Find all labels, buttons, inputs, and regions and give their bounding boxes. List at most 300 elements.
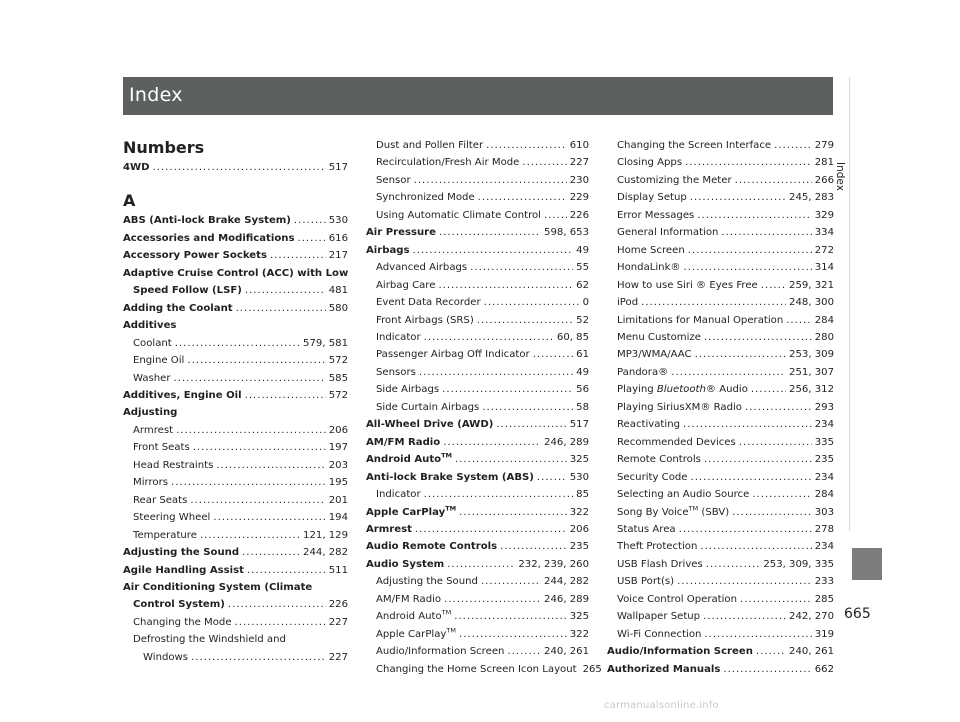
page-reference[interactable]: 572 [328,389,348,401]
index-entry-term [617,224,718,241]
index-entry-term-text: Front Airbags (SRS) [376,314,474,326]
page-reference[interactable]: 579, 581 [303,337,348,349]
index-entry[interactable] [607,556,834,573]
index-entry[interactable] [123,247,348,264]
index-entry[interactable] [607,294,834,311]
index-entry[interactable] [366,469,589,486]
index-entry[interactable] [123,317,348,334]
dot-leader [245,387,326,404]
index-entry-term [123,387,242,404]
trademark-superscript: TM [441,608,452,617]
page-reference[interactable]: 281 [814,157,834,169]
page-reference[interactable]: 229 [569,192,589,204]
index-entry[interactable] [123,579,348,596]
index-entry-term-text: Temperature [133,529,197,541]
index-entry[interactable] [366,329,589,346]
index-entry-term-text: Mirrors [133,477,168,489]
index-entry-term [376,277,435,294]
dot-leader [200,527,300,544]
dot-leader [732,504,812,521]
index-header-bar [123,77,833,115]
index-entry[interactable] [123,509,348,526]
index-entry[interactable] [366,346,589,363]
page-reference[interactable]: 585 [328,372,348,384]
index-entry-term-text: Washer [133,372,171,384]
page-reference[interactable]: 272 [814,244,834,256]
page-reference[interactable]: 517 [569,419,589,431]
page-reference[interactable]: 226 [569,209,589,221]
page-reference[interactable]: 227 [328,651,348,663]
index-entry-term-text: AM/FM Radio [366,436,441,448]
page-reference[interactable]: 334 [814,227,834,239]
index-entry[interactable] [607,312,834,329]
page-reference[interactable]: 662 [814,663,834,675]
index-entry[interactable] [607,137,834,154]
index-entry[interactable] [123,474,348,491]
index-entry[interactable] [607,277,834,294]
dot-leader [193,439,326,456]
dot-leader [683,416,812,433]
index-entry-term-text: Playing SiriusXM® Radio [617,401,742,413]
index-entry-term-text: Apple CarPlay [366,506,446,518]
index-entry[interactable] [607,399,834,416]
page-reference[interactable]: 280 [814,331,834,343]
index-entry-term [376,329,421,346]
index-entry-term [617,469,688,486]
index-entry-term [376,381,439,398]
page-reference[interactable]: 195 [328,477,348,489]
page-reference[interactable]: 217 [328,250,348,262]
index-entry-term [376,172,411,189]
dot-leader [442,381,573,398]
index-entry-term [376,364,416,381]
index-entry-term [617,329,701,346]
index-entry-term-text: USB Port(s) [617,576,675,588]
index-entry[interactable] [366,608,589,625]
index-entry-term [617,294,638,311]
index-entry[interactable] [123,404,348,421]
page-reference[interactable]: 230 [569,174,589,186]
index-entry-term [123,247,267,264]
page-reference[interactable]: 265 [582,663,602,675]
index-entry[interactable] [607,626,834,643]
index-entry[interactable] [366,486,589,503]
page-reference[interactable]: 244, 282 [544,576,589,588]
index-entry-term-text: Anti-lock Brake System (ABS) [366,471,534,483]
index-entry[interactable] [607,538,834,555]
page-reference[interactable]: 248, 300 [789,297,834,309]
page-reference[interactable]: 226 [328,599,348,611]
index-entry[interactable] [607,521,834,538]
index-entry[interactable] [607,573,834,590]
page-reference[interactable]: 293 [814,401,834,413]
index-entry-term [366,416,493,433]
index-entry[interactable] [123,230,348,247]
index-entry[interactable] [607,381,834,398]
trademark-superscript: TM [446,626,456,635]
index-entry-term [366,521,412,538]
page-reference[interactable]: 285 [814,593,834,605]
page-reference[interactable]: 227 [569,157,589,169]
page-reference[interactable]: 610 [569,140,589,151]
page-reference[interactable]: 511 [328,564,348,576]
index-entry[interactable] [366,556,589,573]
index-entry-term-text: Side Curtain Airbags [376,401,480,413]
index-entry[interactable] [607,643,834,660]
index-entry-term [366,538,497,555]
index-entry-term-text: Engine Oil [133,355,185,367]
page-reference[interactable]: 206 [328,424,348,436]
index-entry-term-text: Error Messages [617,209,695,221]
index-entry-term [617,434,736,451]
index-entry-term-text: Pandora® [617,366,669,378]
index-entry[interactable] [607,259,834,276]
index-entry-term-text: Side Airbags [376,384,440,396]
index-entry[interactable] [366,259,589,276]
index-entry-term [123,579,312,596]
index-entry[interactable] [607,224,834,241]
page-reference[interactable]: 227 [328,616,348,628]
index-entry[interactable] [366,591,589,608]
index-entry[interactable] [607,154,834,171]
index-entry[interactable] [366,521,589,538]
index-entry[interactable] [366,538,589,555]
index-entry[interactable] [366,451,589,468]
index-entry[interactable] [607,486,834,503]
index-entry[interactable] [123,159,348,176]
index-entry-term-text: USB Flash Drives [617,558,703,570]
page-reference[interactable]: 55 [576,262,589,274]
dot-leader [171,474,326,491]
index-entry[interactable] [366,207,589,224]
index-entry[interactable] [123,649,348,666]
page-reference[interactable]: 203 [328,459,348,471]
page-reference[interactable]: 530 [569,471,589,483]
index-entry-term [133,492,187,509]
page-reference[interactable]: 598, 653 [544,227,589,239]
index-entry-term [617,626,701,643]
page-reference[interactable]: 235 [814,454,834,466]
page-reference[interactable]: 244, 282 [303,547,348,559]
index-entry[interactable] [366,643,589,660]
index-entry-term [376,137,483,154]
index-entry-term-text: Additives [123,320,177,332]
index-entry[interactable] [607,207,834,224]
page-reference[interactable]: 197 [328,442,348,454]
page-reference[interactable]: 279 [814,140,834,151]
page-reference[interactable]: 49 [576,366,589,378]
dot-leader [190,492,325,509]
index-entry-term-text: Steering Wheel [133,512,211,524]
index-entry-term [617,364,668,381]
index-column-2 [366,137,602,678]
index-entry[interactable] [123,300,348,317]
index-entry[interactable] [123,596,348,613]
index-entry[interactable] [607,434,834,451]
index-entry-term-text: Adjusting the Sound [123,547,240,559]
dot-leader [187,352,325,369]
index-entry-term [617,207,694,224]
index-entry-term [376,189,475,206]
index-entry[interactable] [366,172,589,189]
page-reference[interactable]: 56 [576,384,589,396]
page-reference[interactable]: 246, 289 [544,436,589,448]
dot-leader [439,224,541,241]
page-reference[interactable]: 85 [576,489,589,501]
index-entry[interactable] [366,312,589,329]
dot-leader [216,457,325,474]
index-entry[interactable] [366,399,589,416]
index-entry-term [143,649,188,666]
index-entry[interactable] [607,451,834,468]
index-entry-term-text: Status Area [617,523,676,535]
page-reference[interactable]: 325 [569,454,589,466]
index-entry-term [617,416,680,433]
index-entry[interactable] [123,212,348,229]
index-entry[interactable] [123,422,348,439]
dot-leader [500,538,567,555]
index-entry-term [123,544,239,561]
index-entry[interactable] [366,364,589,381]
page-reference[interactable]: 121, 129 [303,529,348,541]
index-entry-term [376,154,519,171]
index-entry-term-text: All-Wheel Drive (AWD) [366,419,494,431]
page-reference[interactable]: 481 [328,285,348,297]
index-entry[interactable] [123,492,348,509]
index-entry[interactable] [123,370,348,387]
index-entry-term [123,265,348,282]
index-entry-term [133,596,225,613]
page-reference[interactable]: 194 [328,512,348,524]
page-reference[interactable]: 58 [576,401,589,413]
dot-leader [723,661,811,678]
page-reference[interactable]: 259, 321 [789,279,834,291]
index-entry[interactable] [607,189,834,206]
page-reference[interactable]: 284 [814,314,834,326]
dot-leader [482,399,573,416]
page-reference[interactable]: 325 [569,611,589,623]
index-entry[interactable] [366,626,589,643]
page-reference[interactable]: 206 [569,523,589,535]
index-entry-term [376,661,577,678]
index-entry-term-text: Menu Customize [617,331,701,343]
index-entry-term-text: Accessory Power Sockets [123,250,267,262]
index-entry[interactable] [607,346,834,363]
dot-leader [700,538,811,555]
index-entry-term [133,631,286,648]
page-reference[interactable]: 60, 85 [556,331,589,343]
page-reference[interactable]: 240, 261 [544,646,589,658]
index-entry[interactable] [366,434,589,451]
page-reference[interactable]: 314 [814,262,834,274]
index-entry-term [607,661,720,678]
index-entry-term-text: HondaLink® [617,262,681,274]
dot-leader [544,207,567,224]
page-reference[interactable]: 251, 307 [789,366,834,378]
page-reference[interactable]: 278 [814,523,834,535]
index-entry-term [123,317,176,334]
index-entry-term [617,259,681,276]
index-entry[interactable] [366,154,589,171]
index-entry-term [133,370,171,387]
index-entry-term-text: MP3/WMA/AAC [617,349,692,361]
page-reference[interactable]: 52 [576,314,589,326]
page-reference[interactable]: 240, 261 [789,646,834,658]
index-entry-term-text: Head Restraints [133,459,214,471]
page-reference[interactable]: 517 [328,162,348,173]
page-reference[interactable]: 322 [569,628,589,640]
index-entry[interactable] [366,504,589,521]
index-entry-term [617,172,732,189]
index-entry[interactable] [123,352,348,369]
index-entry[interactable] [366,277,589,294]
index-entry[interactable] [366,294,589,311]
index-entry-term [366,224,436,241]
page-reference[interactable]: 235 [569,541,589,553]
page-reference[interactable]: 572 [328,355,348,367]
index-entry[interactable] [607,242,834,259]
page-reference[interactable]: 232, 239, 260 [518,558,589,570]
index-entry-term [376,643,504,660]
dot-leader [533,346,573,363]
page-reference[interactable]: 0 [582,297,589,309]
index-entry-term-text: Adjusting the Sound [376,576,478,588]
index-entry[interactable] [607,364,834,381]
index-entry[interactable] [366,573,589,590]
index-entry-term [617,277,758,294]
index-entry[interactable] [123,335,348,352]
index-entry-term [123,300,233,317]
page-reference[interactable]: 233 [814,576,834,588]
page-reference[interactable]: 616 [328,232,348,244]
index-entry-term-text: Theft Protection [617,541,698,553]
page-reference[interactable]: 335 [814,436,834,448]
index-entry[interactable] [123,562,348,579]
index-entry[interactable] [123,282,348,299]
index-entry-term [617,312,783,329]
index-entry[interactable] [123,631,348,648]
index-entry[interactable] [366,137,589,154]
index-entry[interactable] [366,661,602,678]
index-entry[interactable] [123,387,348,404]
page-reference[interactable]: 246, 289 [544,593,589,605]
page-reference[interactable]: 253, 309 [789,349,834,361]
index-entry-term-text: Coolant [133,337,172,349]
page-reference[interactable]: 530 [328,215,348,227]
page-reference[interactable]: 266 [814,174,834,186]
index-entry-term-text: Audio System [366,558,445,570]
index-entry-term-text: Adjusting [123,407,178,419]
index-entry-term [617,399,742,416]
dot-leader [270,247,326,264]
index-entry-term-text: Using Automatic Climate Control [376,209,541,221]
index-entry[interactable] [607,469,834,486]
index-entry-term-text: Armrest [366,523,412,535]
dot-leader [153,159,326,176]
page-reference[interactable]: 234 [814,471,834,483]
page-reference[interactable]: 234 [814,541,834,553]
page-reference[interactable]: 303 [814,506,834,518]
page-reference[interactable]: 49 [576,244,589,256]
index-column-3 [607,137,834,678]
index-entry-term-text: Recirculation/Fresh Air Mode [376,157,520,169]
dot-leader [684,259,812,276]
dot-leader [691,469,812,486]
index-entry-term-text: Dust and Pollen Filter [376,140,484,151]
page-reference[interactable]: 242, 270 [789,611,834,623]
index-entry[interactable] [607,591,834,608]
dot-leader [294,212,326,229]
index-entry-term [376,207,541,224]
index-entry[interactable] [123,614,348,631]
index-entry-term-text: Passenger Airbag Off Indicator [376,349,530,361]
page-reference[interactable]: 61 [576,349,589,361]
page-reference[interactable]: 256, 312 [789,384,834,396]
index-entry[interactable] [607,416,834,433]
index-entry-term [617,189,687,206]
page-reference[interactable]: 319 [814,628,834,640]
dot-leader [470,259,573,276]
dot-leader [297,230,325,247]
page-reference[interactable]: 234 [814,419,834,431]
index-entry[interactable] [366,189,589,206]
dot-leader [697,207,811,224]
dot-leader [745,399,812,416]
index-entry[interactable] [607,608,834,625]
page-reference[interactable]: 201 [328,494,348,506]
page-reference[interactable]: 322 [569,506,589,518]
index-entry-term-text: AM/FM Radio [376,593,442,605]
index-entry[interactable] [607,661,834,678]
trademark-superscript: TM [441,451,452,460]
index-entry[interactable] [607,504,834,521]
index-entry[interactable] [123,439,348,456]
index-entry[interactable] [123,544,348,561]
index-entry-term [617,538,697,555]
index-entry-term-text: Defrosting the Windshield and [133,634,286,646]
index-entry[interactable] [123,457,348,474]
index-entry-term-text: General Information [617,227,719,239]
index-entry[interactable] [366,242,589,259]
index-entry[interactable] [366,381,589,398]
index-entry[interactable] [366,416,589,433]
page-reference[interactable]: 284 [814,489,834,501]
page-reference[interactable]: 329 [814,209,834,221]
dot-leader [690,189,786,206]
index-entry-term-text: 4WD [123,162,150,173]
index-entry-term [376,626,456,643]
index-entry-term-text: Adaptive Cruise Control (ACC) with Low [123,267,349,279]
index-entry-term-text: Song By Voice [617,506,689,518]
index-entry[interactable] [607,172,834,189]
index-entry[interactable] [366,224,589,241]
dot-leader [176,422,326,439]
page-reference[interactable]: 580 [328,302,348,314]
page-reference[interactable]: 253, 309, 335 [763,558,834,570]
index-entry-term [123,159,150,176]
index-entry[interactable] [607,329,834,346]
index-entry[interactable] [123,527,348,544]
index-entry-term-text: Windows [143,651,189,663]
index-entry-term [366,504,456,521]
dot-leader [679,521,812,538]
index-entry-term [617,154,682,171]
index-entry[interactable] [123,265,348,282]
dot-leader [447,556,515,573]
page-reference[interactable]: 62 [576,279,589,291]
page-reference[interactable]: 245, 283 [789,192,834,204]
dot-leader [191,649,326,666]
